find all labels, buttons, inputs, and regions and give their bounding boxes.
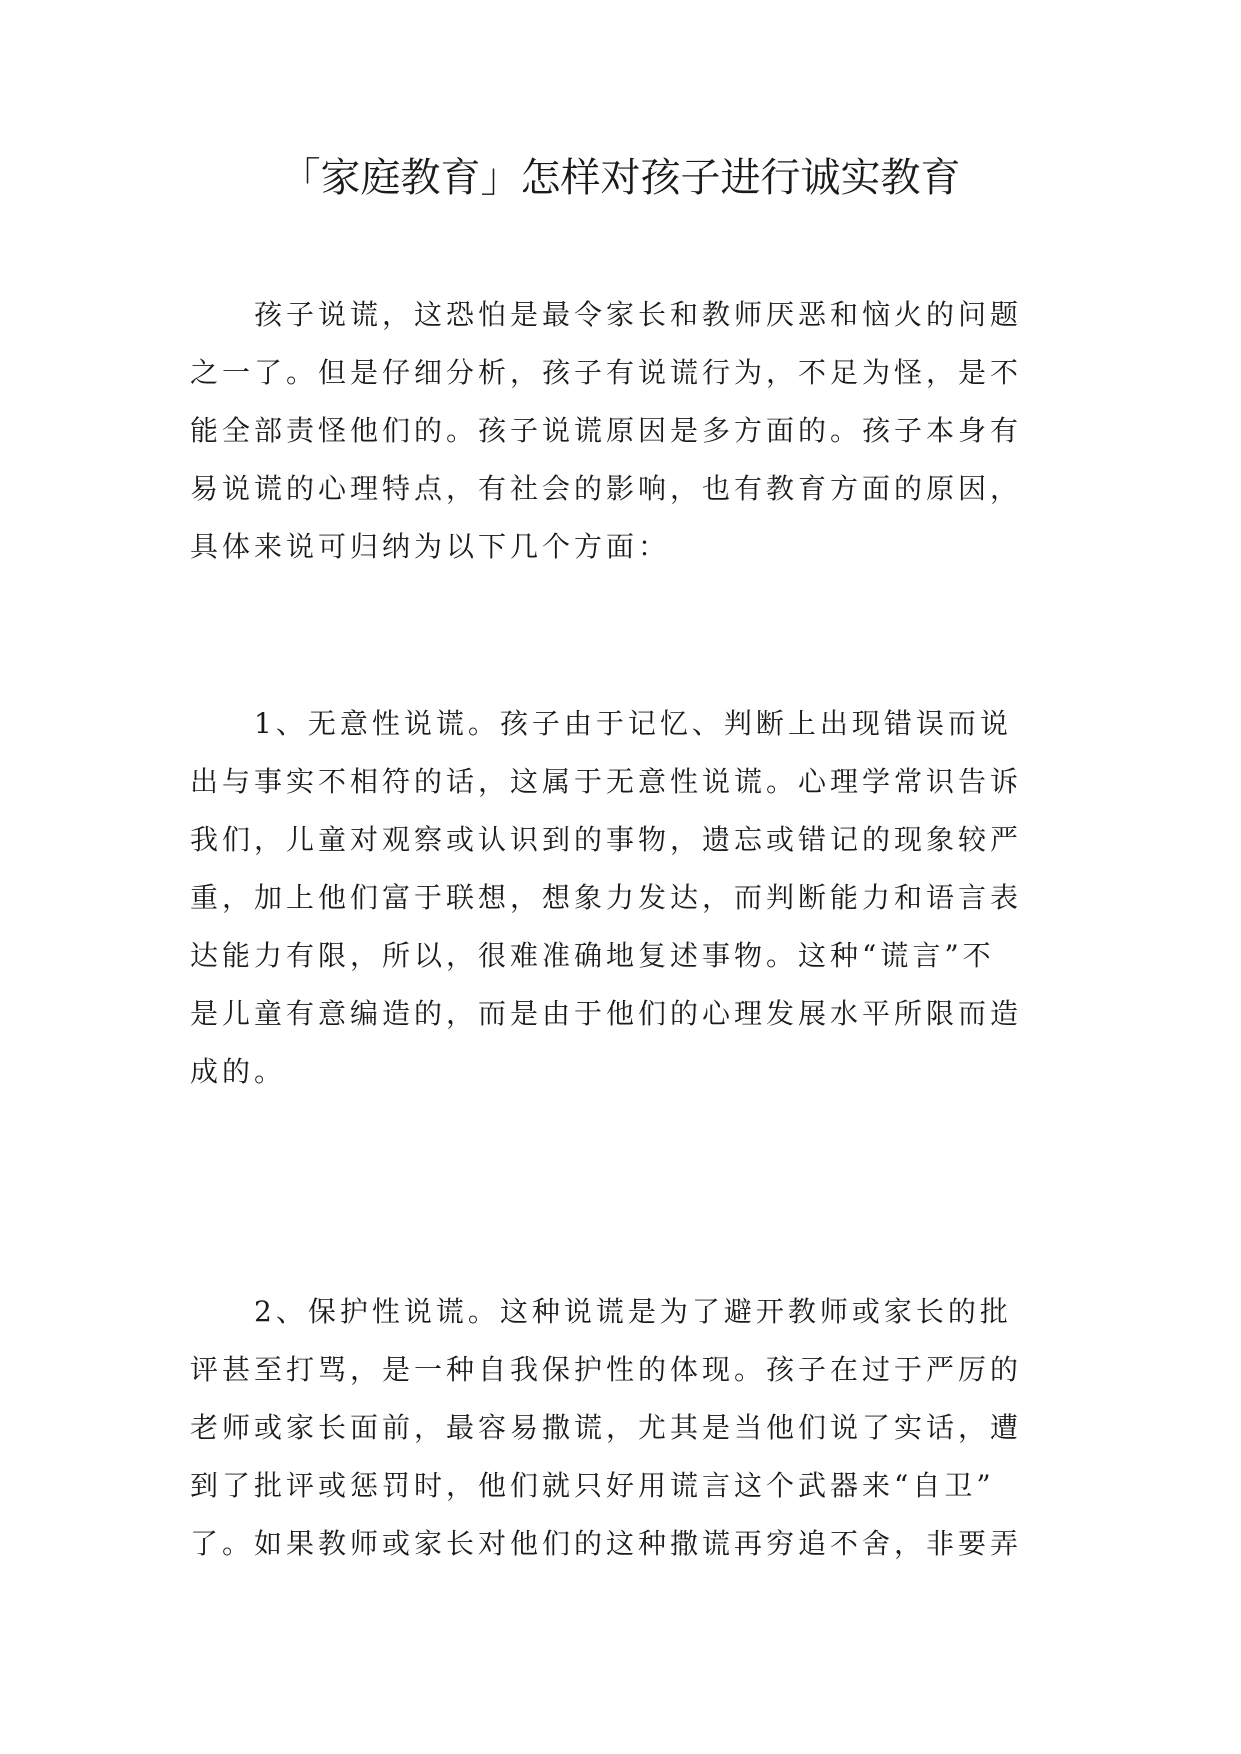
text-line: 能全部责怪他们的。孩子说谎原因是多方面的。孩子本身有 [190, 414, 1023, 447]
text-line: 老师或家长面前，最容易撒谎，尤其是当他们说了实话，遭 [190, 1411, 1023, 1444]
text-line: 了。如果教师或家长对他们的这种撒谎再穷追不舍，非要弄 [190, 1527, 1023, 1560]
text-line: 我们，儿童对观察或认识到的事物，遗忘或错记的现象较严 [190, 823, 1023, 856]
text-line: 重，加上他们富于联想，想象力发达，而判断能力和语言表 [190, 881, 1023, 914]
text-line: 易说谎的心理特点，有社会的影响，也有教育方面的原因， [190, 472, 1023, 505]
text-line: 1、无意性说谎。孩子由于记忆、判断上出现错误而说 [254, 707, 1012, 740]
text-line: 评甚至打骂，是一种自我保护性的体现。孩子在过于严厉的 [190, 1353, 1023, 1386]
paragraph-intro [190, 286, 1060, 576]
text-line: 是儿童有意编造的，而是由于他们的心理发展水平所限而造 [190, 997, 1023, 1030]
text-line: 到了批评或惩罚时，他们就只好用谎言这个武器来“自卫” [190, 1469, 995, 1502]
text-line: 出与事实不相符的话，这属于无意性说谎。心理学常识告诉 [190, 765, 1023, 798]
text-line: 达能力有限，所以，很难准确地复述事物。这种“谎言”不 [190, 939, 995, 972]
text-line: 成的。 [190, 1055, 287, 1088]
text-line: 之一了。但是仔细分析，孩子有说谎行为，不足为怪，是不 [190, 356, 1023, 389]
document-title: 「家庭教育」怎样对孩子进行诚实教育 [280, 155, 961, 201]
text-line: 2、保护性说谎。这种说谎是为了避开教师或家长的批 [254, 1295, 1012, 1328]
text-line: 孩子说谎，这恐怕是最令家长和教师厌恶和恼火的问题 [254, 298, 1023, 331]
text-line: 具体来说可归纳为以下几个方面： [190, 530, 671, 563]
paragraph-protective-lying [190, 1283, 1060, 1573]
paragraph-unintentional-lying [190, 695, 1060, 1101]
